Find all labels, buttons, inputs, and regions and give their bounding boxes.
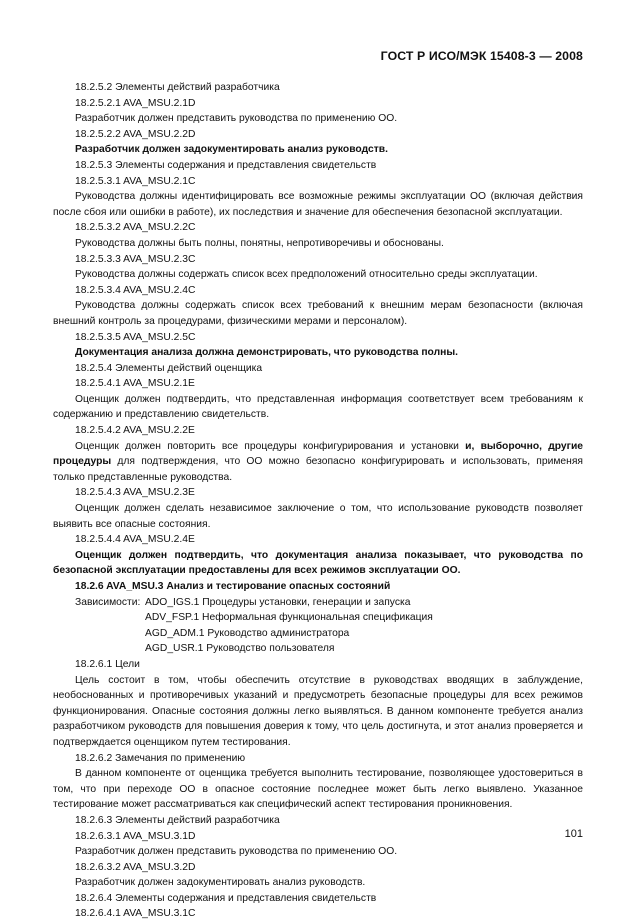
paragraph-bold: Документация анализа должна демонстрировать, что руководства полны. <box>75 347 458 359</box>
element-id: 18.2.5.4.1 AVA_MSU.2.1E <box>75 378 195 390</box>
paragraph: В данном компоненте от оценщика требуется выполнить тестирование, позволяющее удостовериться в том, что при переходе ОО в опасное состояние последнее может быть легко выявлено. Указанное тестирование может рассматриваться как специфический аспект тестирования проникновения. <box>53 768 583 811</box>
paragraph-mixed <box>53 439 583 486</box>
section-heading: 18.2.6.2 Замечания по применению <box>75 752 246 764</box>
element-id: 18.2.5.3.3 AVA_MSU.2.3C <box>75 253 196 265</box>
component-heading: 18.2.6 AVA_MSU.3 Анализ и тестирование опасных состояний <box>75 581 391 592</box>
element-id: 18.2.5.2.1 AVA_MSU.2.1D <box>75 97 196 109</box>
section-heading: 18.2.5.4 Элементы действий оценщика <box>75 362 263 374</box>
paragraph-bold: Оценщик должен подтвердить, что документация анализа показывает, что руководства по безопасной эксплуатации предоставлены для всех режимов эксплуатации ОО. <box>53 549 583 577</box>
element-id: 18.2.5.3.1 AVA_MSU.2.1C <box>75 175 196 187</box>
section-heading: 18.2.5.3 Элементы содержания и представления свидетельств <box>75 159 377 171</box>
document-body <box>53 80 583 922</box>
element-id: 18.2.6.4.1 AVA_MSU.3.1C <box>75 908 196 920</box>
dependency-item: ADO_IGS.1 Процедуры установки, генерации и запуска <box>145 596 411 608</box>
paragraph: Оценщик должен подтвердить, что представленная информация соответствует всем требованиям к содержанию и представлению свидетельств. <box>53 393 583 421</box>
paragraph: Разработчик должен представить руководства по применению ОО. <box>75 113 398 125</box>
paragraph: Разработчик должен представить руководства по применению ОО. <box>75 846 398 858</box>
element-id: 18.2.5.4.3 AVA_MSU.2.3E <box>75 487 195 499</box>
section-heading: 18.2.5.2 Элементы действий разработчика <box>75 82 280 93</box>
element-id: 18.2.6.3.1 AVA_MSU.3.1D <box>75 830 196 842</box>
text-run: Оценщик должен повторить все процедуры конфигурирования и установки <box>75 440 459 452</box>
dependencies-label: Зависимости: <box>75 596 141 608</box>
dependency-item: AGD_USR.1 Руководство пользователя <box>145 643 335 655</box>
paragraph: Руководства должны идентифицировать все возможные режимы эксплуатации ОО (включая действия после сбоя или ошибки в работе), их последствия и значение для обеспечения безопасной эксплуатации. <box>53 191 583 218</box>
page-number: 101 <box>564 828 583 840</box>
element-id: 18.2.5.3.2 AVA_MSU.2.2C <box>75 222 196 234</box>
element-id: 18.2.6.3.2 AVA_MSU.3.2D <box>75 861 196 873</box>
paragraph: Руководства должны содержать список всех предположений относительно среды эксплуатации. <box>75 269 538 281</box>
paragraph: Руководства должны содержать список всех требований к внешним мерам безопасности (включая внешний контроль за процедурами, физическими мерами и персоналом). <box>53 300 583 327</box>
paragraph: Разработчик должен задокументировать анализ руководств. <box>75 877 366 889</box>
element-id: 18.2.5.4.4 AVA_MSU.2.4E <box>75 534 195 546</box>
section-heading: 18.2.6.1 Цели <box>75 658 140 670</box>
standard-header: ГОСТ Р ИСО/МЭК 15408-3 — 2008 <box>380 49 583 63</box>
element-id: 18.2.5.2.2 AVA_MSU.2.2D <box>75 128 196 140</box>
text-run-bold: и, выборочно, другие процедуры <box>53 440 584 468</box>
text-run: для подтверждения, что ОО можно безопасно конфигурировать и использовать, применяя только представленные руководства. <box>53 456 583 483</box>
element-id: 18.2.5.3.4 AVA_MSU.2.4C <box>75 284 196 296</box>
dependency-item: ADV_FSP.1 Неформальная функциональная спецификация <box>145 612 433 624</box>
paragraph: Руководства должны быть полны, понятны, непротиворечивы и обоснованы. <box>75 237 444 249</box>
paragraph-bold: Разработчик должен задокументировать анализ руководств. <box>75 144 388 156</box>
element-id: 18.2.5.3.5 AVA_MSU.2.5C <box>75 331 196 343</box>
dependencies-block <box>53 595 583 657</box>
section-heading: 18.2.6.4 Элементы содержания и представления свидетельств <box>75 892 377 904</box>
element-id: 18.2.5.4.2 AVA_MSU.2.2E <box>75 425 195 437</box>
paragraph: Оценщик должен сделать независимое заключение о том, что использование руководств позволяет выявить все опасные состояния. <box>53 503 583 530</box>
paragraph: Цель состоит в том, чтобы обеспечить отсутствие в руководствах вводящих в заблуждение, необоснованных и противоречивых указаний и предусмотреть безопасные процедуры для всех режимов функционирования. Опасные состояния должны легко выявляться. В данном компоненте требуется анализ разработчиком руководств для повышения доверия к тому, что цель достигнута, и этот анализ проверяется и подтверждается оценщиком путем тестирования. <box>53 674 583 748</box>
section-heading: 18.2.6.3 Элементы действий разработчика <box>75 814 280 826</box>
dependency-item: AGD_ADM.1 Руководство администратора <box>145 627 350 639</box>
